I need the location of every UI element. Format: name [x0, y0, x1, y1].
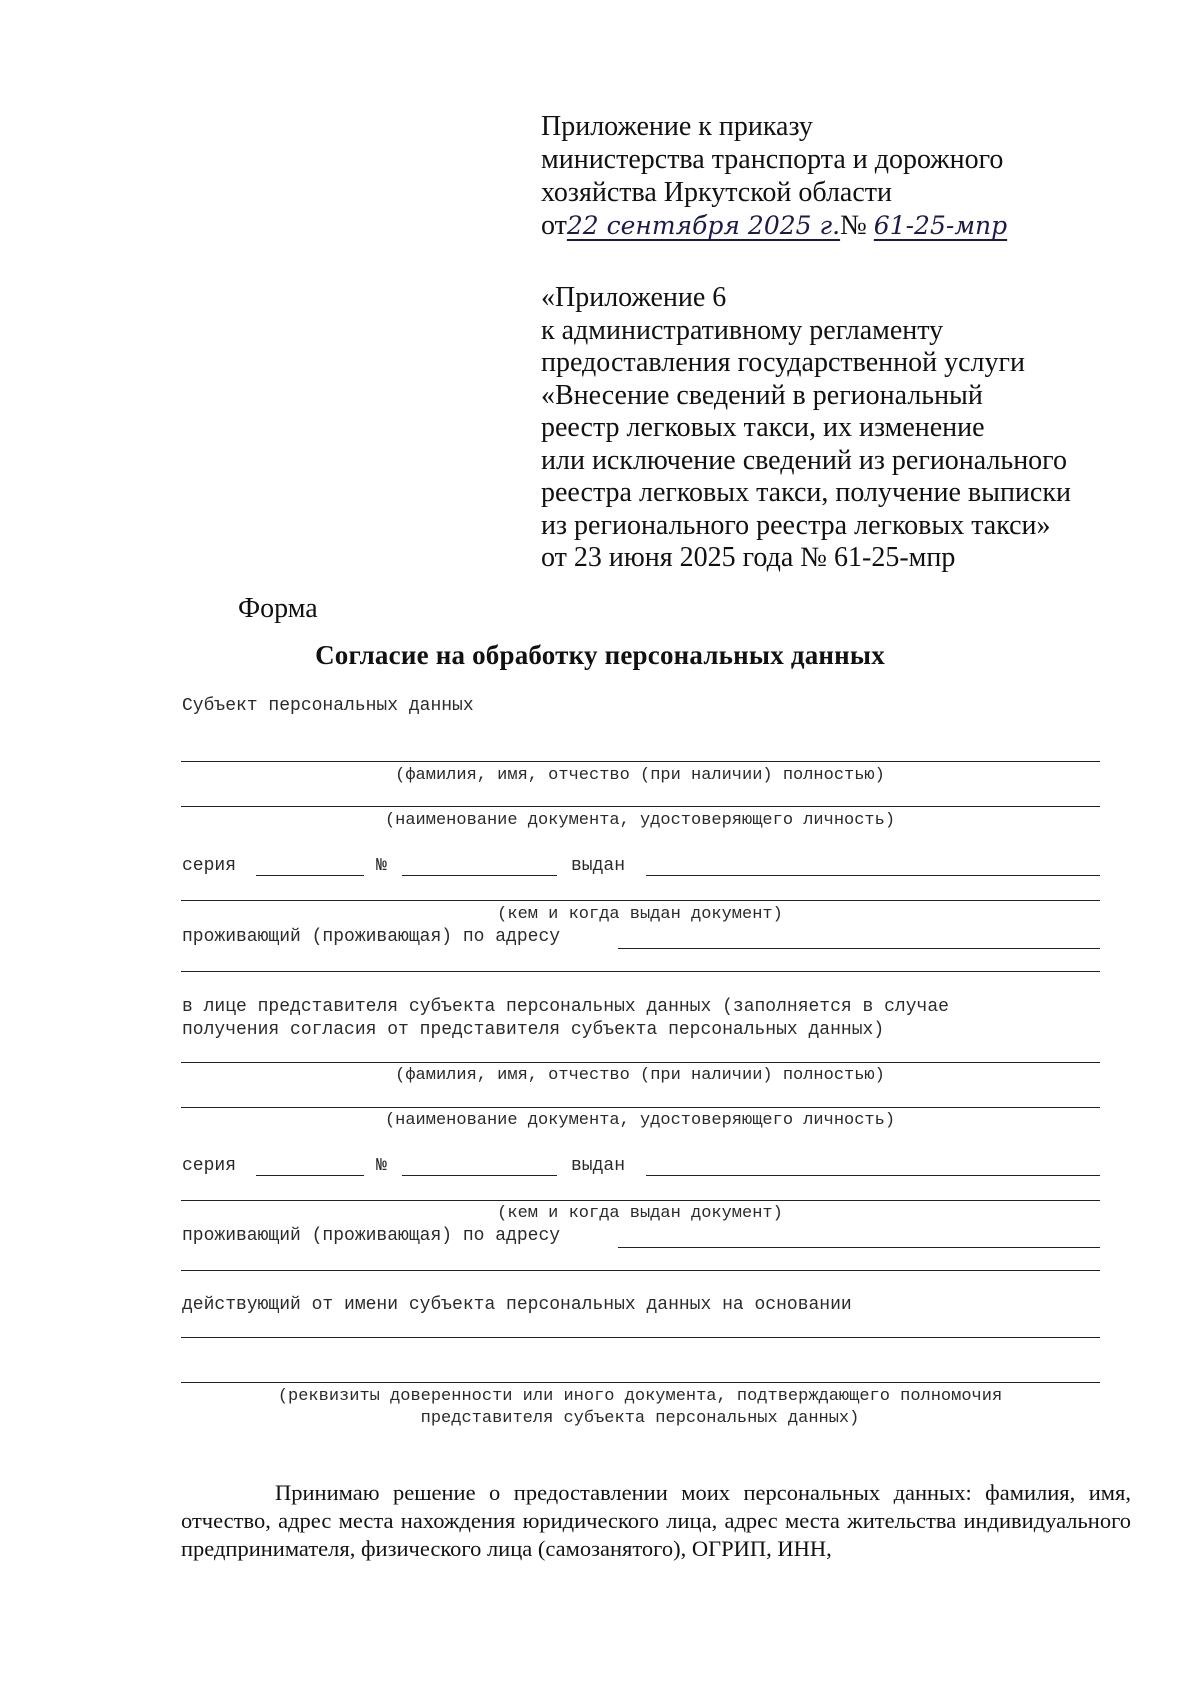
consent-paragraph [181, 1479, 1131, 1563]
form-label: Форма [238, 593, 318, 624]
appendix-line: «Внесение сведений в региональный [541, 379, 983, 411]
document-title: Согласие на обработку персональных данных [315, 640, 885, 670]
subject-label: Субъект персональных данных [182, 696, 474, 716]
number-field[interactable] [402, 875, 557, 876]
series-field[interactable] [256, 875, 364, 876]
appendix-line: от 23 июня 2025 года № 61-25-мпр [541, 542, 956, 573]
rep-residing-label: проживающий (проживающая) по адресу [182, 1226, 561, 1246]
rep-fio-line[interactable] [181, 1062, 1100, 1063]
rep-address-field[interactable] [618, 1247, 1100, 1248]
order-appendix-header [541, 110, 1181, 249]
header-line-1: Приложение к приказу [541, 111, 813, 142]
appendix-line: или исключение сведений из регионального [541, 444, 1067, 476]
issued-label: выдан [571, 856, 626, 876]
fio-line[interactable] [181, 761, 1100, 762]
issued-by-line[interactable] [181, 900, 1100, 901]
rep-issued-by-caption: (кем и когда выдан документ) [497, 1204, 783, 1223]
handwritten-number: 61-25-мпр [873, 211, 1008, 240]
id-document-line[interactable] [181, 806, 1100, 807]
address-field[interactable] [618, 948, 1100, 949]
order-date-number-line [541, 209, 1181, 249]
handwritten-date: 22 сентября 2025 г. [566, 211, 841, 240]
rep-issued-by-line[interactable] [181, 1200, 1100, 1201]
rep-address-line-2[interactable] [181, 1270, 1100, 1271]
representative-text-2: получения согласия от представителя субъекта персональных данных) [182, 1020, 885, 1040]
appendix-line: «Приложение 6 [541, 282, 727, 313]
issued-by-caption: (кем и когда выдан документ) [497, 905, 783, 924]
header-line-3: хозяйства Иркутской области [541, 177, 892, 208]
address-line-2[interactable] [181, 971, 1100, 972]
rep-issued-field[interactable] [646, 1175, 1100, 1176]
id-document-caption: (наименование документа, удостоверяющего личность) [384, 811, 896, 830]
header-line-2: министерства транспорта и дорожного [541, 144, 1004, 175]
rep-series-field[interactable] [256, 1175, 364, 1176]
proxy-document-caption-2: представителя субъекта персональных данных) [420, 1409, 860, 1428]
date-prefix: от [541, 210, 567, 241]
number-label: № [376, 856, 387, 876]
number-prefix: № [840, 210, 867, 241]
appendix-line: из регионального реестра легковых такси» [541, 509, 1051, 541]
representative-text-1: в лице представителя субъекта персональных данных (заполняется в случае [182, 997, 949, 1017]
rep-id-document-line[interactable] [181, 1107, 1100, 1108]
appendix-line: реестра легковых такси, получение выписки [541, 477, 1071, 508]
rep-number-field[interactable] [402, 1175, 557, 1176]
basis-document-line-1[interactable] [181, 1337, 1100, 1338]
issued-field[interactable] [646, 875, 1100, 876]
residing-label: проживающий (проживающая) по адресу [182, 927, 561, 947]
proxy-document-caption-1: (реквизиты доверенности или иного документа, подтверждающего полномочия [277, 1387, 1003, 1406]
rep-series-label: серия [182, 1156, 237, 1176]
appendix-line: предоставления государственной услуги [541, 347, 1025, 378]
regulation-appendix-block [541, 282, 1181, 575]
fio-caption: (фамилия, имя, отчество (при наличии) полностью) [395, 766, 885, 785]
rep-issued-label: выдан [571, 1156, 626, 1176]
basis-document-line-2[interactable] [181, 1382, 1100, 1383]
appendix-line: к административному регламенту [541, 314, 944, 346]
rep-number-label: № [376, 1156, 387, 1176]
rep-fio-caption: (фамилия, имя, отчество (при наличии) полностью) [395, 1066, 885, 1085]
series-label: серия [182, 856, 237, 876]
acting-on-behalf-label: действующий от имени субъекта персональных данных на основании [182, 1295, 852, 1315]
consent-paragraph-text: Принимаю решение о предоставлении моих персональных данных: фамилия, имя, отчество, адрес места нахождения юридического лица, адрес места жительства индивидуального предпринимателя, физического лица (самозанятого), ОГРИП, ИНН, [181, 1480, 1131, 1561]
rep-id-document-caption: (наименование документа, удостоверяющего личность) [384, 1111, 896, 1130]
appendix-line: реестр легковых такси, их изменение [541, 412, 985, 443]
